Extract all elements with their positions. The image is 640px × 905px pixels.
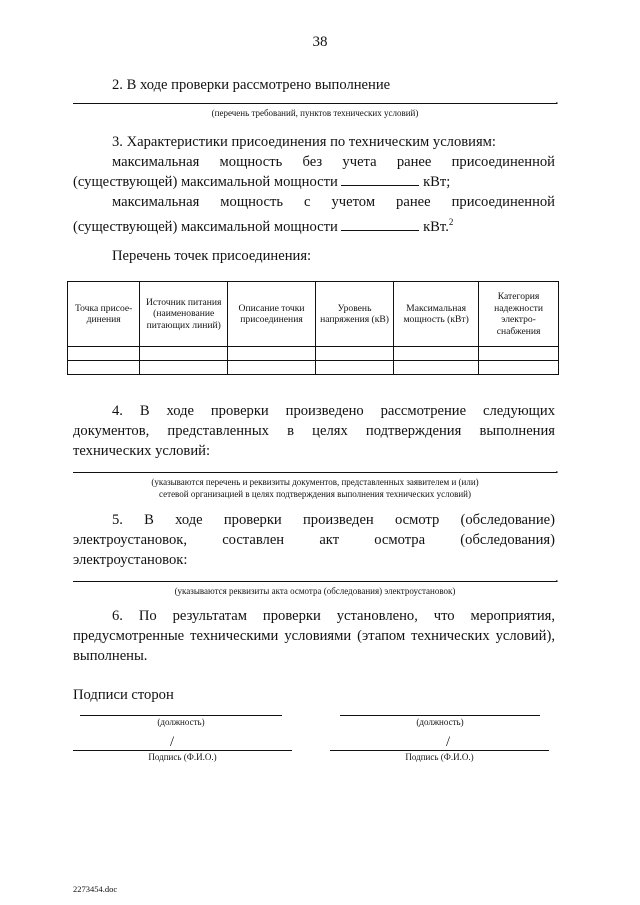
col-header-point: Точка присое-динения <box>68 282 140 347</box>
section6-line2: предусмотренные техническими условиями (этапом технических условий), <box>73 628 555 644</box>
section4-period: . <box>555 461 559 477</box>
section3-line2b-text: (существующей) максимальной мощности <box>73 218 338 235</box>
col-header-source: Источник питания (наименование питающих линий) <box>140 282 228 347</box>
left-position-caption: (должность) <box>157 717 205 727</box>
section5-line3: электроустановок: <box>73 552 188 568</box>
table-header-row <box>68 282 559 347</box>
section3-line1b-text: (существующей) максимальной мощности <box>73 174 338 190</box>
right-position-caption: (должность) <box>416 717 464 727</box>
section3-line2a: максимальная мощность с учетом ранее присоединенной <box>112 194 555 210</box>
col-header-voltage: Уровень напряжения (кВ) <box>315 282 393 347</box>
col-header-reliability: Категория надежности электро-снабжения <box>479 282 559 347</box>
section3-line2b-unit: кВт. <box>423 218 449 235</box>
section4-line2: документов, представленных в целях подтверждения выполнения <box>73 423 555 439</box>
section4-fill-line <box>73 472 557 473</box>
section2-period: . <box>555 92 559 108</box>
page-number: 38 <box>312 34 328 50</box>
section5-period: . <box>555 570 559 586</box>
section5-line1: 5. В ходе проверки произведен осмотр (обследование) <box>112 512 555 528</box>
section4-caption2: сетевой организацией в целях подтверждения выполнения технических условий) <box>159 489 471 499</box>
section5-fill-line <box>73 581 557 582</box>
col-header-max-power: Максимальная мощность (кВт) <box>394 282 479 347</box>
footnote-mark: 2 <box>448 217 454 227</box>
section4-line1: 4. В ходе проверки произведено рассмотрение следующих <box>112 403 555 419</box>
section6-line1: 6. По результатам проверки установлено, что мероприятия, <box>112 608 555 624</box>
power-without-existing-blank <box>341 173 419 186</box>
left-signature-caption: Подпись (Ф.И.О.) <box>148 752 217 762</box>
section5-caption: (указываются реквизиты акта осмотра (обследования) электроустановок) <box>174 586 456 596</box>
right-signature-caption: Подпись (Ф.И.О.) <box>405 752 474 762</box>
section2-caption: (перечень требований, пунктов технических условий) <box>211 108 419 118</box>
right-slash: / <box>446 734 451 750</box>
section3-line2b <box>73 212 453 237</box>
section5-line2: электроустановок, составлен акт осмотра (обследования) <box>73 532 555 548</box>
power-with-existing-blank <box>341 218 419 231</box>
left-slash: / <box>170 734 175 750</box>
footer-filename: 2273454.doc <box>73 884 118 894</box>
table-row <box>68 347 559 361</box>
section4-caption1: (указываются перечень и реквизиты документов, представленных заявителем и (или) <box>151 477 479 487</box>
section3-line1b-unit: кВт; <box>423 174 451 190</box>
section3-heading: 3. Характеристики присоединения по техническим условиям: <box>112 134 496 150</box>
section3-line1b <box>73 172 450 192</box>
connection-points-table <box>67 281 559 375</box>
col-header-description: Описание точки присоединения <box>228 282 316 347</box>
section6-line3: выполнены. <box>73 648 148 664</box>
section4-line3: технических условий: <box>73 443 211 459</box>
section2-fill-line <box>73 103 557 104</box>
signatures-title: Подписи сторон <box>73 687 174 703</box>
table-row <box>68 361 559 375</box>
section3-line1a: максимальная мощность без учета ранее присоединенной <box>112 154 555 170</box>
points-title: Перечень точек присоединения: <box>112 248 312 264</box>
section2-text: 2. В ходе проверки рассмотрено выполнение <box>112 77 391 93</box>
